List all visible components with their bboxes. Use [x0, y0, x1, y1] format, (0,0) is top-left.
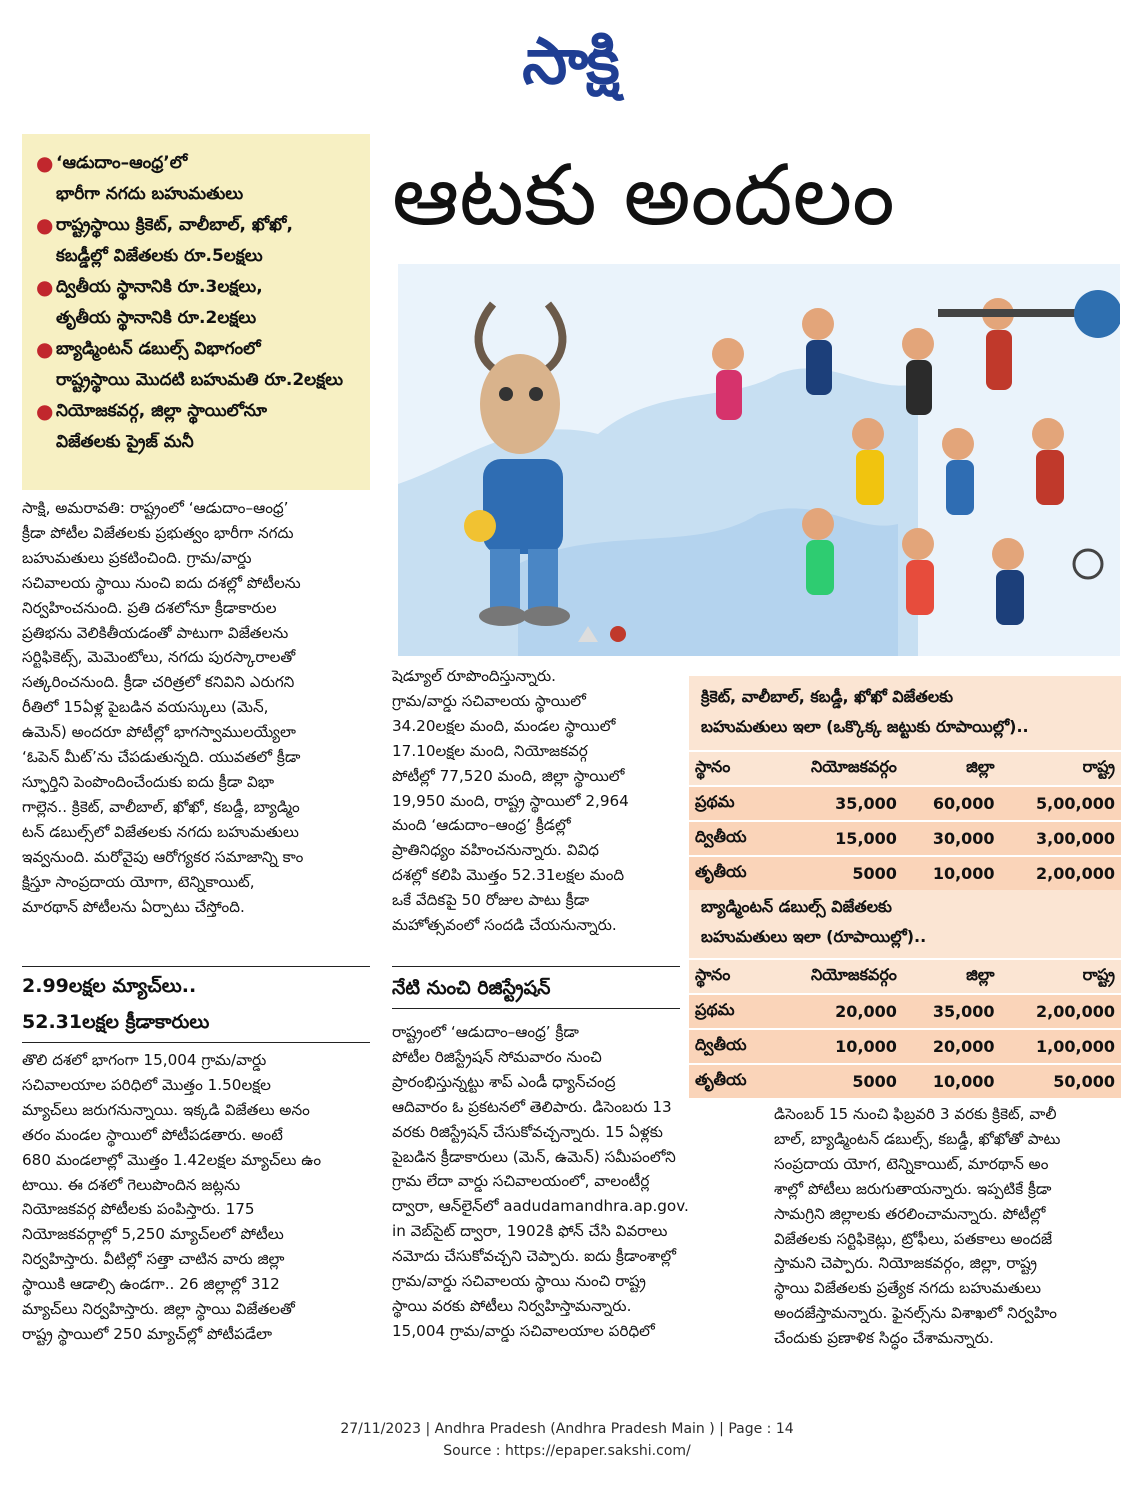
highlight-line: కబడ్డీల్లో విజేతలకు రూ.5లక్షలు — [56, 246, 263, 266]
subheading-registration: నేటి నుంచి రిజిస్ట్రేషన్ — [392, 977, 551, 999]
newspaper-logo: సాక్షి — [522, 25, 618, 99]
article-line: గ్రామ/వార్డు సచివాలయ స్థాయి నుంచి రాష్ట్ర — [392, 1272, 646, 1291]
highlight-line: ద్వితీయ స్థానానికి రూ.3లక్షలు, — [56, 277, 263, 297]
highlight-item — [36, 272, 360, 334]
divider — [392, 966, 680, 967]
article-line: స్తామని చెప్పారు. నియోజకవర్గం, జిల్లా, రాష్ట్ర — [774, 1254, 1037, 1273]
subheading-players: 52.31లక్షల క్రీడాకారులు — [22, 1011, 210, 1033]
article-line: 17.10లక్షల మంది, నియోజకవర్గ — [392, 741, 588, 760]
article-line: నమోదు చేసుకోవచ్చని చెప్పారు. ఐదు క్రీడాంశాల్లో — [392, 1247, 676, 1266]
divider — [392, 1008, 680, 1009]
article-line: ప్రతిభను వెలికితీయడంతో పాటుగా విజేతలను — [22, 623, 289, 642]
article-line: మ్యాచ్‌లు జరుగనున్నాయి. ఇక్కడి విజేతలు అనం — [22, 1100, 310, 1119]
table-header-row — [689, 959, 1121, 994]
article-line: సర్టిఫికెట్స్, మెమెంటోలు, నగదు పురస్కారాలతో — [22, 648, 296, 667]
article-line: నియోజకవర్గ పోటీలకు పంపిస్తారు. 175 — [22, 1200, 255, 1219]
highlight-item — [36, 148, 360, 210]
article-line: డిసెంబర్ 15 నుంచి ఫిబ్రవరి 3 వరకు క్రికెట్, వాలీ — [774, 1105, 1057, 1123]
table-cell: 2,00,000 — [1001, 994, 1121, 1029]
article-line: శాల్లో పోటీలు జరుగుతాయన్నారు. ఇప్పటికే క్రీడా — [774, 1179, 1052, 1198]
article-line: పైబడిన క్రీడాకారులు (మెన్, ఉమెన్) సమీపంలోని — [392, 1147, 676, 1166]
table-header-cell: నియోజకవర్గం — [773, 959, 903, 994]
article-line: రీతిలో 15ఏళ్ల పైబడిన వయస్కులు (మెన్, — [22, 698, 269, 717]
divider — [22, 966, 370, 967]
table-cell: 3,00,000 — [1001, 821, 1121, 856]
table-cell: 10,000 — [903, 1064, 1001, 1098]
table-header-cell: జిల్లా — [903, 751, 1001, 786]
article-line: క్షిస్తూ సాంప్రదాయ యోగా, టెన్నికాయిట్, — [22, 872, 255, 891]
footer-source: Source : https://epaper.sakshi.com/ — [443, 1443, 691, 1459]
table-cell: 2,00,000 — [1001, 856, 1121, 890]
article-column-3 — [774, 1102, 1122, 1351]
sports-illustration — [398, 264, 1120, 656]
bullet-icon: ● — [36, 275, 54, 299]
article-line: గాల్లెన.. క్రికెట్, వాలీబాల్, ఖోఖో, కబడ్డీ, బ్యాడ్మిం — [22, 797, 300, 816]
article-line: టన్ డబుల్స్‌లో విజేతలకు నగదు బహుమతులు — [22, 822, 299, 841]
highlight-line: రాష్ట్రస్థాయి క్రికెట్, వాలీబాల్, ఖోఖో, — [56, 215, 293, 235]
bullet-icon: ● — [36, 337, 54, 361]
table2-title-line1: బ్యాడ్మింటన్ డబుల్స్ విజేతలకు — [701, 897, 892, 916]
article-line: సంప్రదాయ యోగ, టెన్నికాయిట్, మారథాన్ అం — [774, 1154, 1049, 1173]
table-cell: 20,000 — [903, 1029, 1001, 1064]
table-cell: 35,000 — [773, 786, 903, 821]
headline: ఆటకు అందలం — [392, 146, 895, 244]
article-line: వరకు రిజిస్ట్రేషన్ చేసుకోవచ్చన్నారు. 15 ఏళ్లకు — [392, 1122, 663, 1141]
article-line: 19,950 మంది, రాష్ట్ర స్థాయిలో 2,964 — [392, 791, 629, 810]
article-line: దశల్లో కలిపి మొత్తం 52.31లక్షల మంది — [392, 866, 625, 885]
table-row — [689, 786, 1121, 821]
table-cell: 35,000 — [903, 994, 1001, 1029]
article-line: 34.20లక్షల మంది, మండల స్థాయిలో — [392, 716, 616, 735]
table-cell: 1,00,000 — [1001, 1029, 1121, 1064]
table-cell: ప్రథమ — [689, 786, 773, 821]
table-cell: 60,000 — [903, 786, 1001, 821]
article-line: తరం మండల స్థాయిలో పోటీపడతారు. అంటే — [22, 1125, 283, 1144]
table-row — [689, 1064, 1121, 1098]
article-column-1b — [22, 1048, 370, 1347]
table-row — [689, 994, 1121, 1029]
article-line: మహోత్సవంలో సందడి చేయనున్నారు. — [392, 916, 617, 935]
prize-tables-box — [689, 676, 1121, 1090]
table-header-row — [689, 751, 1121, 786]
table-cell: ప్రథమ — [689, 994, 773, 1029]
divider — [22, 1042, 370, 1043]
highlight-line: బ్యాడ్మింటన్ డబుల్స్ విభాగంలో — [56, 339, 261, 359]
article-line: నిర్వహిస్తారు. వీటిల్లో సత్తా చాటిన వారు జిల్లా — [22, 1250, 285, 1269]
article-line: స్ఫూర్తిని పెంపొందించేందుకు ఐదు క్రీడా విభా — [22, 772, 275, 791]
article-line: ‘ఓపెన్ మీట్’ను చేపడుతున్నది. యువతలో క్రీడా — [22, 748, 301, 767]
article-line: 680 మండలాల్లో మొత్తం 1.42లక్షల మ్యాచ్‌లు ఉం — [22, 1150, 322, 1169]
article-line: విజేతలకు సర్టిఫికెట్లు, ట్రోఫీలు, పతకాలు అందజే — [774, 1229, 1053, 1248]
table-cell: 20,000 — [773, 994, 903, 1029]
bullet-icon: ● — [36, 213, 54, 237]
article-line: ద్వారా, ఆన్‌లైన్‌లో aadudamandhra.ap.gov. — [392, 1197, 689, 1216]
article-line: మ్యాచ్‌లు నిర్వహిస్తారు. జిల్లా స్థాయి విజేతలతో — [22, 1300, 295, 1319]
table-header-cell: స్థానం — [689, 751, 773, 786]
article-line: 15,004 గ్రామ/వార్డు సచివాలయాల పరిధిలో — [392, 1321, 655, 1340]
highlight-line: తృతీయ స్థానానికి రూ.2లక్షలు — [56, 308, 257, 328]
article-line: షెడ్యూల్ రూపొందిస్తున్నారు. — [392, 667, 556, 685]
article-line: స్థాయి వరకు పోటీలు నిర్వహిస్తామన్నారు. — [392, 1296, 632, 1315]
article-line: టాయి. ఈ దశలో గెలుపొందిన జట్లను — [22, 1175, 241, 1194]
article-line: సామగ్రిని జిల్లాలకు తరలించామన్నారు. పోటీల్లో — [774, 1204, 1046, 1223]
table-cell: 5,00,000 — [1001, 786, 1121, 821]
highlight-line: ‘ఆడుదాం–ఆంధ్ర’లో — [56, 153, 188, 173]
sports-illustration-graphic — [398, 264, 1120, 656]
highlight-line: భారీగా నగదు బహుమతులు — [56, 184, 244, 204]
table1-title-line2: బహుమతులు ఇలా (ఒక్కొక్క జట్టుకు రూపాయిల్లో).. — [701, 717, 1029, 736]
article-line: చేందుకు ప్రణాళిక సిద్ధం చేశామన్నారు. — [774, 1329, 994, 1348]
article-line: ప్రారంభిస్తున్నట్టు శాప్ ఎండీ ధ్యాన్‌చంద్ర — [392, 1072, 616, 1091]
article-line: ఇవ్వనుంది. మరోవైపు ఆరోగ్యకర సమాజాన్ని కాం — [22, 847, 304, 866]
article-line: సాక్షి, అమరావతి: రాష్ట్రంలో ‘ఆడుదాం–ఆంధ్ర’ — [22, 499, 289, 517]
article-line: ఉమెన్) అందరూ పోటీల్లో భాగస్వాములయ్యేలా — [22, 723, 296, 742]
article-line: బహుమతులు ప్రకటించింది. గ్రామ/వార్డు — [22, 548, 252, 567]
article-line: క్రీడా పోటీల విజేతలకు ప్రభుత్వం భారీగా నగదు — [22, 523, 294, 542]
table-row — [689, 1029, 1121, 1064]
article-line: బాల్, బ్యాడ్మింటన్ డబుల్స్, కబడ్డీ, ఖోఖోతో పాటు — [774, 1129, 1061, 1148]
article-line: గ్రామ/వార్డు సచివాలయ స్థాయిలో — [392, 691, 586, 710]
page-footer — [0, 1418, 1134, 1462]
article-line: మారథాన్ పోటీలను ఏర్పాటు చేస్తోంది. — [22, 897, 245, 916]
highlight-item — [36, 210, 360, 272]
article-line: సచివాలయాల పరిధిలో మొత్తం 1.50లక్షల — [22, 1075, 271, 1094]
article-line: రాష్ట్రంలో ‘ఆడుదాం–ఆంధ్ర’ క్రీడా — [392, 1023, 579, 1041]
article-line: మంది ‘ఆడుదాం–ఆంధ్ర’ క్రీడల్లో — [392, 816, 571, 835]
article-line: ప్రాతినిధ్యం వహించనున్నారు. వివిధ — [392, 841, 600, 860]
table1-title — [689, 676, 1121, 742]
highlight-line: రాష్ట్రస్థాయి మొదటి బహుమతి రూ.2లక్షలు — [56, 370, 344, 390]
article-line: in వెబ్‌సైట్ ద్వారా, 1902కి ఫోన్ చేసి వివరాలు — [392, 1222, 668, 1241]
table2-title — [689, 890, 1121, 952]
article-line: స్థాయి విజేతలకు ప్రత్యేక నగదు బహుమతులు — [774, 1279, 1041, 1298]
highlights-list — [22, 134, 370, 458]
table-cell: తృతీయ — [689, 856, 773, 890]
article-line: ఆదివారం ఓ ప్రకటనలో తెలిపారు. డిసెంబరు 13 — [392, 1097, 672, 1116]
table-cell: 30,000 — [903, 821, 1001, 856]
article-line: ఒకే వేదికపై 50 రోజుల పాటు క్రీడా — [392, 891, 590, 910]
table-cell: 5000 — [773, 856, 903, 890]
highlights-box — [22, 134, 370, 490]
article-line: పోటీల రిజిస్ట్రేషన్ సోమవారం నుంచి — [392, 1047, 602, 1066]
highlight-item — [36, 396, 360, 458]
highlight-item — [36, 334, 360, 396]
article-line: సచివాలయ స్థాయి నుంచి ఐదు దశల్లో పోటీలను — [22, 573, 301, 592]
article-line: పోటీల్లో 77,520 మంది, జిల్లా స్థాయిలో — [392, 766, 625, 785]
article-column-1 — [22, 496, 370, 919]
table2-title-line2: బహుమతులు ఇలా (రూపాయిల్లో).. — [701, 927, 927, 946]
table-cell: ద్వితీయ — [689, 1029, 773, 1064]
highlight-line: నియోజకవర్గ, జిల్లా స్థాయిలోనూ — [56, 401, 267, 421]
highlight-line: విజేతలకు ప్రైజ్ మనీ — [56, 432, 194, 452]
article-line: నిర్వహించనుంది. ప్రతి దశలోనూ క్రీడాకారుల — [22, 598, 277, 617]
article-column-2 — [392, 664, 680, 938]
table-header-cell: రాష్ట్ర — [1001, 751, 1121, 786]
article-line: అందజేస్తామన్నారు. ఫైనల్స్‌ను విశాఖలో నిర్వహిం — [774, 1304, 1057, 1323]
table-cell: 5000 — [773, 1064, 903, 1098]
article-line: సత్కరించనుంది. క్రీడా చరిత్రలో కనివిని ఎరుగని — [22, 673, 295, 692]
prize-table-badminton — [689, 958, 1121, 1098]
table-cell: ద్వితీయ — [689, 821, 773, 856]
table-header-cell: నియోజకవర్గం — [773, 751, 903, 786]
table-cell: 10,000 — [773, 1029, 903, 1064]
table-cell: 10,000 — [903, 856, 1001, 890]
article-line: రాష్ట్ర స్థాయిలో 250 మ్యాచ్‌ల్లో పోటీపడేలా — [22, 1324, 273, 1343]
article-line: గ్రామ లేదా వార్డు సచివాలయంలో, వాలంటీర్ల — [392, 1172, 650, 1191]
bullet-icon: ● — [36, 399, 54, 423]
subheading-matches: 2.99లక్షల మ్యాచ్‌లు.. — [22, 975, 197, 997]
table-row — [689, 821, 1121, 856]
table-header-cell: రాష్ట్ర — [1001, 959, 1121, 994]
footer-date-edition: 27/11/2023 | Andhra Pradesh (Andhra Pradesh Main ) | Page : 14 — [340, 1421, 794, 1437]
bullet-icon: ● — [36, 151, 54, 175]
table-header-cell: స్థానం — [689, 959, 773, 994]
table-header-cell: జిల్లా — [903, 959, 1001, 994]
article-line: తొలి దశలో భాగంగా 15,004 గ్రామ/వార్డు — [22, 1051, 267, 1069]
table-cell: తృతీయ — [689, 1064, 773, 1098]
table-row — [689, 856, 1121, 890]
article-line: నియోజకవర్గాల్లో 5,250 మ్యాచ్‌లలో పోటీలు — [22, 1225, 284, 1244]
article-line: స్థాయికి ఆడాల్సి ఉండగా.. 26 జిల్లాల్లో 312 — [22, 1275, 280, 1294]
table-cell: 50,000 — [1001, 1064, 1121, 1098]
table1-title-line1: క్రికెట్, వాలీబాల్, కబడ్డీ, ఖోఖో విజేతలకు — [701, 687, 954, 706]
table-cell: 15,000 — [773, 821, 903, 856]
prize-table-team-sports — [689, 750, 1121, 890]
